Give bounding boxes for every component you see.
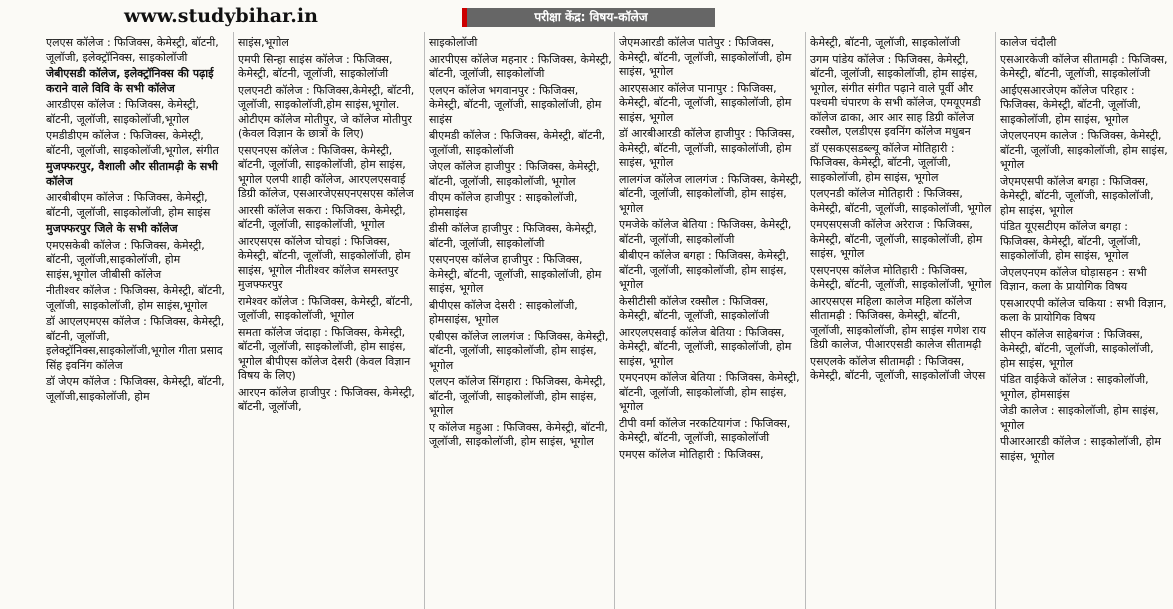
college-entry: डॉ आरबीआरडी कॉलेज हाजीपुर : फिजिक्स, केमेस्ट्री, बॉटनी, जूलॉजी, साइकोलॉजी, होम साइंस, भूगोल bbox=[619, 127, 795, 169]
college-entry: केमेस्ट्री, बॉटनी, जूलॉजी, साइकोलॉजी bbox=[810, 36, 961, 49]
college-entry: एसएनएस कॉलेज मोतिहारी : फिजिक्स, केमेस्ट्री, बॉटनी, जूलॉजी, साइकोलॉजी, भूगोल bbox=[810, 263, 992, 291]
college-entry: एसएनएस कॉलेज : फिजिक्स, केमेस्ट्री, बॉटनी, जूलॉजी, साइकोलॉजी, होम साइंस, भूगोल एलपी शाही कॉलेज, आरएलएसवाई डिग्री कॉलेज, एसआरजेएसएनएसएस कॉलेज bbox=[238, 143, 414, 200]
college-entry: पंडित वाईकेजे कॉलेज : साइकोलॉजी, भूगोल, होमसाइंस bbox=[1000, 373, 1149, 401]
text-column-2 bbox=[238, 36, 421, 417]
column-divider bbox=[995, 32, 996, 609]
college-entry: आरसी कॉलेज सकरा : फिजिक्स, केमेस्ट्री, बॉटनी, जूलॉजी, साइकोलॉजी, भूगोल bbox=[238, 203, 406, 231]
district-heading: जेबीएसडी कॉलेज, इलेक्ट्रॉनिक्स की पढ़ाई कराने वाले विवि के सभी कॉलेज bbox=[46, 67, 214, 95]
college-entry: डॉ एसकएसडब्ल्यू कॉलेज मोतिहारी : फिजिक्स, केमेस्ट्री, बॉटनी, जूलॉजी, साइकोलॉजी, होम साइंस, भूगोल bbox=[810, 141, 955, 184]
text-column-1 bbox=[46, 36, 229, 406]
college-entry: आरएन कॉलेज हाजीपुर : फिजिक्स, केमेस्ट्री, बॉटनी, जूलॉजी, bbox=[238, 385, 415, 413]
college-entry: एमजेके कॉलेज बेतिया : फिजिक्स, केमेस्ट्री, बॉटनी, जूलॉजी, साइकोलॉजी bbox=[619, 218, 792, 246]
college-entry: नीतीश्वर कॉलेज : फिजिक्स, केमेस्ट्री, बॉटनी, जूलॉजी, साइकोलॉजी, होम साइंस,भूगोल bbox=[46, 284, 225, 312]
college-entry: एमडीडीएम कॉलेज : फिजिक्स, केमेस्ट्री, बॉटनी, जूलॉजी, साइकोलॉजी,भूगोल, संगीत bbox=[46, 129, 219, 157]
college-entry: एसआरकेजी कॉलेज सीतामढ़ी : फिजिक्स, केमेस्ट्री, बॉटनी, जूलॉजी, साइकोलॉजी bbox=[1000, 52, 1168, 80]
college-entry: एलएनटी कॉलेज : फिजिक्स,केमेस्ट्री, बॉटनी, जूलॉजी, साइकोलॉजी,होम साइंस,भूगोल. ओटीएम कॉलेज मोतीपुर, जे कॉलेज मोतीपुर (केवल विज्ञान के छात्रों के लिए) bbox=[238, 83, 415, 140]
college-entry: एलएन कॉलेज सिंगहारा : फिजिक्स, केमेस्ट्री, बॉटनी, जूलॉजी, साइकोलॉजी, होम साइंस, भूगोल bbox=[429, 375, 606, 417]
college-entry: एबीएस कॉलेज लालगंज : फिजिक्स, केमेस्ट्री, बॉटनी, जूलॉजी, साइकोलॉजी, होम साइंस, भूगोल bbox=[429, 329, 609, 372]
college-entry: जेएमएसपी कॉलेज बगहा : फिजिक्स, केमेस्ट्री, बॉटनी, जूलॉजी, साइकोलॉजी, होम साइंस, भूगोल bbox=[1000, 174, 1154, 217]
text-column-3 bbox=[429, 36, 612, 452]
college-entry: एलएनडी कॉलेज मोतिहारी : फिजिक्स, केमेस्ट्री, बॉटनी, जूलॉजी, साइकोलॉजी, भूगोल bbox=[810, 187, 992, 215]
college-entry: एसएनएस कॉलेज हाजीपुर : फिजिक्स, केमेस्ट्री, बॉटनी, जूलॉजी, साइकोलॉजी, होम साइंस, भूगोल bbox=[429, 253, 602, 295]
college-entry: केसीटीसी कॉलेज रक्सौल : फिजिक्स, केमेस्ट्री, बॉटनी, जूलॉजी, साइकोलॉजी bbox=[619, 294, 770, 322]
college-entry: डॉ आएलएमएस कॉलेज : फिजिक्स, केमेस्ट्री, बॉटनी, जूलॉजी, इलेक्ट्रॉनिक्स,साइकोलॉजी,भूगोल गीता प्रसाद सिंह इवनिंग कॉलेज bbox=[46, 315, 225, 372]
college-entry: आरएसएस कॉलेज चोचहां : फिजिक्स, केमेस्ट्री, बॉटनी, जूलॉजी, साइकोलॉजी, होम साइंस, भूगोल नीतीश्वर कॉलेज समस्तपुर मुजफ्फरपुर bbox=[238, 234, 411, 291]
college-entry: आरपीएस कॉलेज महनार : फिजिक्स, केमेस्ट्री, बॉटनी, जूलॉजी, साइकोलॉजी bbox=[429, 52, 612, 80]
college-entry: डॉ जेएम कॉलेज : फिजिक्स, केमेस्ट्री, बॉटनी, जूलॉजी,साइकोलॉजी, होम bbox=[46, 375, 225, 403]
college-entry: जेडी कालेज : साइकोलॉजी, होम साइंस, भूगोल bbox=[1000, 404, 1159, 432]
college-entry: रामेश्वर कॉलेज : फिजिक्स, केमेस्ट्री, बॉटनी, जूलॉजी, साइकोलॉजी, भूगोल bbox=[238, 294, 413, 322]
college-entry: एसएलके कॉलेज सीतामढ़ी : फिजिक्स, केमेस्ट्री, बॉटनी, जूलॉजी, साइकोलॉजी जेएस bbox=[810, 354, 986, 382]
college-entry: साइकोलॉजी bbox=[429, 36, 478, 49]
college-entry: कालेज चंदौली bbox=[1000, 36, 1057, 49]
college-entry: डीसी कॉलेज हाजीपुर : फिजिक्स, केमेस्ट्री, बॉटनी, जूलॉजी, साइकोलॉजी bbox=[429, 222, 597, 250]
column-divider bbox=[424, 32, 425, 609]
college-entry: आईएसआरजेएम कॉलेज परिहार : फिजिक्स, केमेस्ट्री, बॉटनी, जूलॉजी, साइकोलॉजी, होम साइंस, भूगोल bbox=[1000, 83, 1141, 126]
college-entry: आरडीएस कॉलेज : फिजिक्स, केमेस्ट्री, बॉटनी, जूलॉजी, साइकोलॉजी,भूगोल bbox=[46, 98, 199, 126]
college-entry: ए कॉलेज महुआ : फिजिक्स, केमेस्ट्री, बॉटनी, जूलॉजी, साइकोलॉजी, होम साइंस, भूगोल bbox=[429, 420, 608, 448]
column-divider bbox=[805, 32, 806, 609]
column-divider bbox=[233, 32, 234, 609]
text-column-6 bbox=[1000, 36, 1170, 466]
college-entry: एमएसएसजी कॉलेज अरेराज : फिजिक्स, केमेस्ट्री, बॉटनी, जूलॉजी, साइकोलॉजी, होम साइंस, भूगोल bbox=[810, 218, 983, 260]
college-entry: पीआरआरडी कॉलेज : साइकोलॉजी, होम साइंस, भूगोल bbox=[1000, 435, 1161, 463]
district-heading: मुजफ्फरपुर, वैशाली और सीतामढ़ी के सभी कॉलेज bbox=[46, 160, 218, 188]
college-entry: जेएलएनएम कॉलेज घोड़ासहन : सभी विज्ञान, कला के प्रायोगिक विषय bbox=[1000, 265, 1147, 293]
college-entry: समता कॉलेज जंदाहा : फिजिक्स, केमेस्ट्री, बॉटनी, जूलॉजी, साइकोलॉजी, होम साइंस, भूगोल बीपीएस कॉलेज देसरी (केवल विज्ञान विषय के लिए) bbox=[238, 325, 411, 382]
college-entry: एमएसकेबी कॉलेज : फिजिक्स, केमेस्ट्री, बॉटनी, जूलॉजी,साइकोलॉजी, होम साइंस,भूगोल जीबीसी कॉलेज bbox=[46, 238, 205, 281]
college-entry: जेएमआरडी कॉलेज पातेपुर : फिजिक्स, केमेस्ट्री, बॉटनी, जूलॉजी, साइकोलॉजी, होम साइंस, भूगोल bbox=[619, 36, 792, 78]
college-entry: जेएल कॉलेज हाजीपुर : फिजिक्स, केमेस्ट्री, बॉटनी, जूलॉजी, साइकोलॉजी, भूगोल bbox=[429, 160, 600, 188]
college-entry: वीएम कॉलेज हाजीपुर : साइकोलॉजी, होमसाइंस bbox=[429, 191, 578, 219]
district-heading: मुजफ्फरपुर जिले के सभी कॉलेज bbox=[46, 222, 178, 235]
college-entry: लालगंज कॉलेज लालगंज : फिजिक्स, केमेस्ट्री, बॉटनी, जूलॉजी, साइकोलॉजी, होम साइंस, भूगोल bbox=[619, 172, 802, 215]
college-entry: आरएलएसवाई कॉलेज बेतिया : फिजिक्स, केमेस्ट्री, बॉटनी, जूलॉजी, साइकोलॉजी, होम साइंस, भूगोल bbox=[619, 325, 792, 368]
college-entry: एलएन कॉलेज भगवानपुर : फिजिक्स, केमेस्ट्री, बॉटनी, जूलॉजी, साइकोलॉजी, होम साइंस bbox=[429, 83, 602, 126]
site-watermark: www.studybihar.in bbox=[120, 5, 322, 27]
college-entry: आरएसएस महिला कालेज महिला कॉलेज सीतामढ़ी : फिजिक्स, केमेस्ट्री, बॉटनी, जूलॉजी, साइकोलॉजी, होम साइंस गणेश राय डिग्री कालेज, पीआरएसडी कालेज सीतामढ़ी bbox=[810, 294, 986, 351]
college-entry: टीपी वर्मा कॉलेज नरकटियागंज : फिजिक्स, केमेस्ट्री, बॉटनी, जूलॉजी, साइकोलॉजी bbox=[619, 416, 791, 444]
college-entry: उगम पांडेय कॉलेज : फिजिक्स, केमेस्ट्री, बॉटनी, जूलॉजी, साइकोलॉजी, होम साइंस, भूगोल, संगीत संगीत पढ़ाने वाले पूर्वी और पश्चमी चंपारण के सभी कॉलेज, एमयूएमडी कॉलेज ढाका, आर आर साह डिग्री कॉलेज रक्सौल, एलडीएस इवनिंग कॉलेज मधुबन bbox=[810, 52, 981, 138]
college-entry: एलएस कॉलेज : फिजिक्स, केमेस्ट्री, बॉटनी, जूलॉजी, इलेक्ट्रॉनिक्स, साइकोलॉजी bbox=[46, 36, 219, 64]
college-entry: बीबीएन कॉलेज बगहा : फिजिक्स, केमेस्ट्री, बॉटनी, जूलॉजी, साइकोलॉजी, होम साइंस, भूगोल bbox=[619, 249, 790, 291]
column-divider bbox=[614, 32, 615, 609]
college-entry: एसआरएपी कॉलेज चकिया : सभी विज्ञान, कला के प्रायोगिक विषय bbox=[1000, 296, 1167, 324]
college-entry: साइंस,भूगोल bbox=[238, 36, 289, 49]
section-banner: परीक्षा केंद्र: विषय-कॉलेज bbox=[462, 8, 715, 27]
college-entry: एमएस कॉलेज मोतिहारी : फिजिक्स, bbox=[619, 447, 764, 461]
college-entry: आरएसआर कॉलेज पानापुर : फिजिक्स, केमेस्ट्री, बॉटनी, जूलॉजी, साइकोलॉजी, होम साइंस, भूगोल bbox=[619, 81, 792, 124]
text-column-4 bbox=[619, 36, 802, 464]
college-entry: बीपीएस कॉलेज देसरी : साइकोलॉजी, होमसाइंस, भूगोल bbox=[429, 298, 578, 326]
college-entry: आरबीबीएम कॉलेज : फिजिक्स, केमेस्ट्री, बॉटनी, जूलॉजी, साइकोलॉजी, होम साइंस bbox=[46, 191, 211, 219]
text-column-5 bbox=[810, 36, 993, 386]
college-entry: जेएलएनएम कालेज : फिजिक्स, केमेस्ट्री, बॉटनी, जूलॉजी, साइकोलॉजी, होम साइंस, भूगोल bbox=[1000, 129, 1168, 171]
college-entry: एमएनएम कॉलेज बेतिया : फिजिक्स, केमेस्ट्री, बॉटनी, जूलॉजी, साइकोलॉजी, होम साइंस, भूगोल bbox=[619, 371, 800, 413]
college-entry: सीएन कॉलेज साहेबगंज : फिजिक्स, केमेस्ट्री, बॉटनी, जूलॉजी, साइकोलॉजी, होम साइंस, भूगोल bbox=[1000, 327, 1154, 370]
college-entry: बीएमडी कॉलेज : फिजिक्स, केमेस्ट्री, बॉटनी, जूलॉजी, साइकोलॉजी bbox=[429, 129, 606, 157]
college-entry: पंडित यूएसटीएम कॉलेज बगहा : फिजिक्स, केमेस्ट्री, बॉटनी, जूलॉजी, साइकोलॉजी, होम साइंस, भूगोल bbox=[1000, 220, 1141, 262]
college-entry: एमपी सिन्हा साइंस कॉलेज : फिजिक्स, केमेस्ट्री, बॉटनी, जूलॉजी, साइकोलॉजी bbox=[238, 52, 393, 80]
